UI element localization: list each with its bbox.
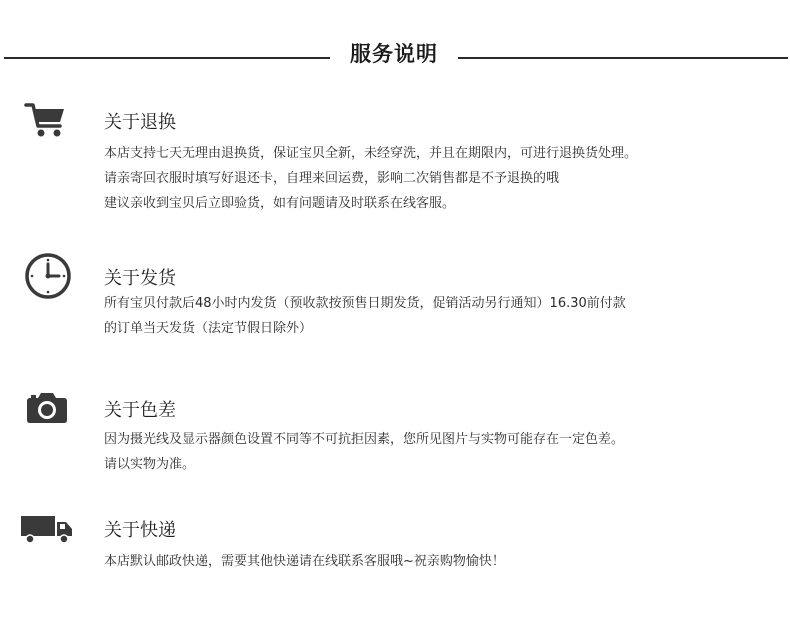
courier-line-1: 本店默认邮政快递，需要其他快递请在线联系客服哦~祝亲购物愉快！: [104, 554, 505, 569]
color-line-2: 请以实物为准。: [104, 457, 196, 472]
header-divider-right: [458, 57, 788, 59]
section-title-color: 关于色差: [104, 400, 176, 421]
shipping-line-2: 的订单当天发货（法定节假日除外）: [104, 321, 313, 336]
section-title-shipping: 关于发货: [104, 268, 176, 289]
camera-icon: [26, 390, 68, 428]
header-divider-left: [4, 57, 330, 59]
truck-icon: [20, 514, 74, 548]
clock-icon: [24, 252, 72, 304]
returns-line-3: 建议亲收到宝贝后立即验货，如有问题请及时联系在线客服。: [104, 196, 456, 211]
page-title: 服务说明: [350, 42, 438, 66]
section-title-returns: 关于退换: [104, 112, 176, 133]
returns-line-1: 本店支持七天无理由退换货，保证宝贝全新，未经穿洗，并且在期限内，可进行退换货处理。: [104, 146, 638, 161]
shipping-line-1: 所有宝贝付款后48小时内发货（预收款按预售日期发货，促销活动另行通知）16.30前付款: [104, 296, 626, 311]
page-header: [0, 36, 790, 76]
shopping-cart-icon: [24, 102, 66, 142]
section-title-courier: 关于快递: [104, 520, 176, 541]
returns-line-2: 请亲寄回衣服时填写好退还卡，自理来回运费，影响二次销售都是不予退换的哦: [104, 171, 560, 186]
color-line-1: 因为摄光线及显示器颜色设置不同等不可抗拒因素，您所见图片与实物可能存在一定色差。: [104, 432, 625, 447]
